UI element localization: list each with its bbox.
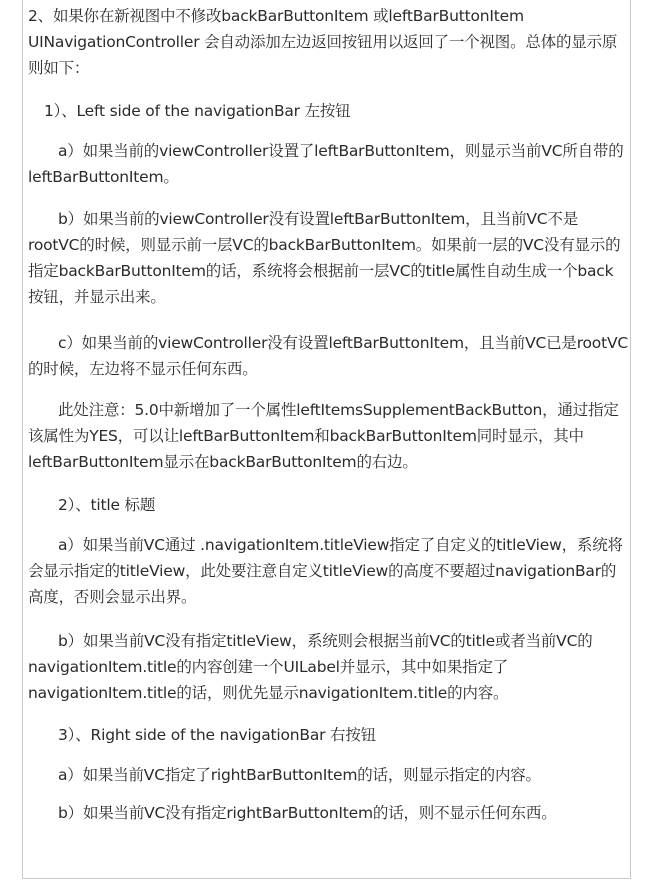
section3-item-b: b）如果当前VC没有指定rightBarButtonItem的话，则不显示任何东西。 — [58, 804, 557, 822]
intro-paragraph: 2、如果你在新视图中不修改backBarButtonItem 或leftBarButtonItem UINavigationController 会自动添加左边返回按钮用以返回了一个视图。总体的显示原则如下： — [28, 7, 618, 77]
section3-heading: 3）、Right side of the navigationBar 右按钮 — [58, 726, 376, 744]
section1-item-c: c）如果当前的viewController没有设置leftBarButtonItem，且当前VC已是rootVC的时候，左边将不显示任何东西。 — [28, 334, 628, 378]
section3-item-a: a）如果当前VC指定了rightBarButtonItem的话，则显示指定的内容。 — [58, 766, 541, 784]
section2-item-a: a）如果当前VC通过 .navigationItem.titleView指定了自定义的titleView，系统将会显示指定的titleView，此处要注意自定义titleView的高度不要超过navigationBar的高度，否则会显示出界。 — [28, 536, 623, 606]
section1-item-a: a）如果当前的viewController设置了leftBarButtonItem，则显示当前VC所自带的leftBarButtonItem。 — [28, 142, 624, 186]
section1-heading: 1）、Left side of the navigationBar 左按钮 — [44, 102, 351, 120]
section1-note: 此处注意：5.0中新增加了一个属性leftItemsSupplementBackButton，通过指定该属性为YES，可以让leftBarButtonItem和backBarButtonItem同时显示，其中leftBarButtonItem显示在backBarButtonItem的右边。 — [28, 401, 619, 471]
section1-item-b: b）如果当前的viewController没有设置leftBarButtonItem，且当前VC不是rootVC的时候，则显示前一层VC的backBarButtonItem。如果前一层的VC没有显示的指定backBarButtonItem的话，系统将会根据前一层VC的title属性自动生成一个back按钮，并显示出来。 — [28, 210, 621, 306]
section2-item-b: b）如果当前VC没有指定titleView，系统则会根据当前VC的title或者当前VC的navigationItem.title的内容创建一个UILabel并显示，其中如果指定了navigationItem.title的话，则优先显示navigationItem.title的内容。 — [28, 632, 593, 702]
section2-heading: 2）、title 标题 — [58, 496, 156, 514]
